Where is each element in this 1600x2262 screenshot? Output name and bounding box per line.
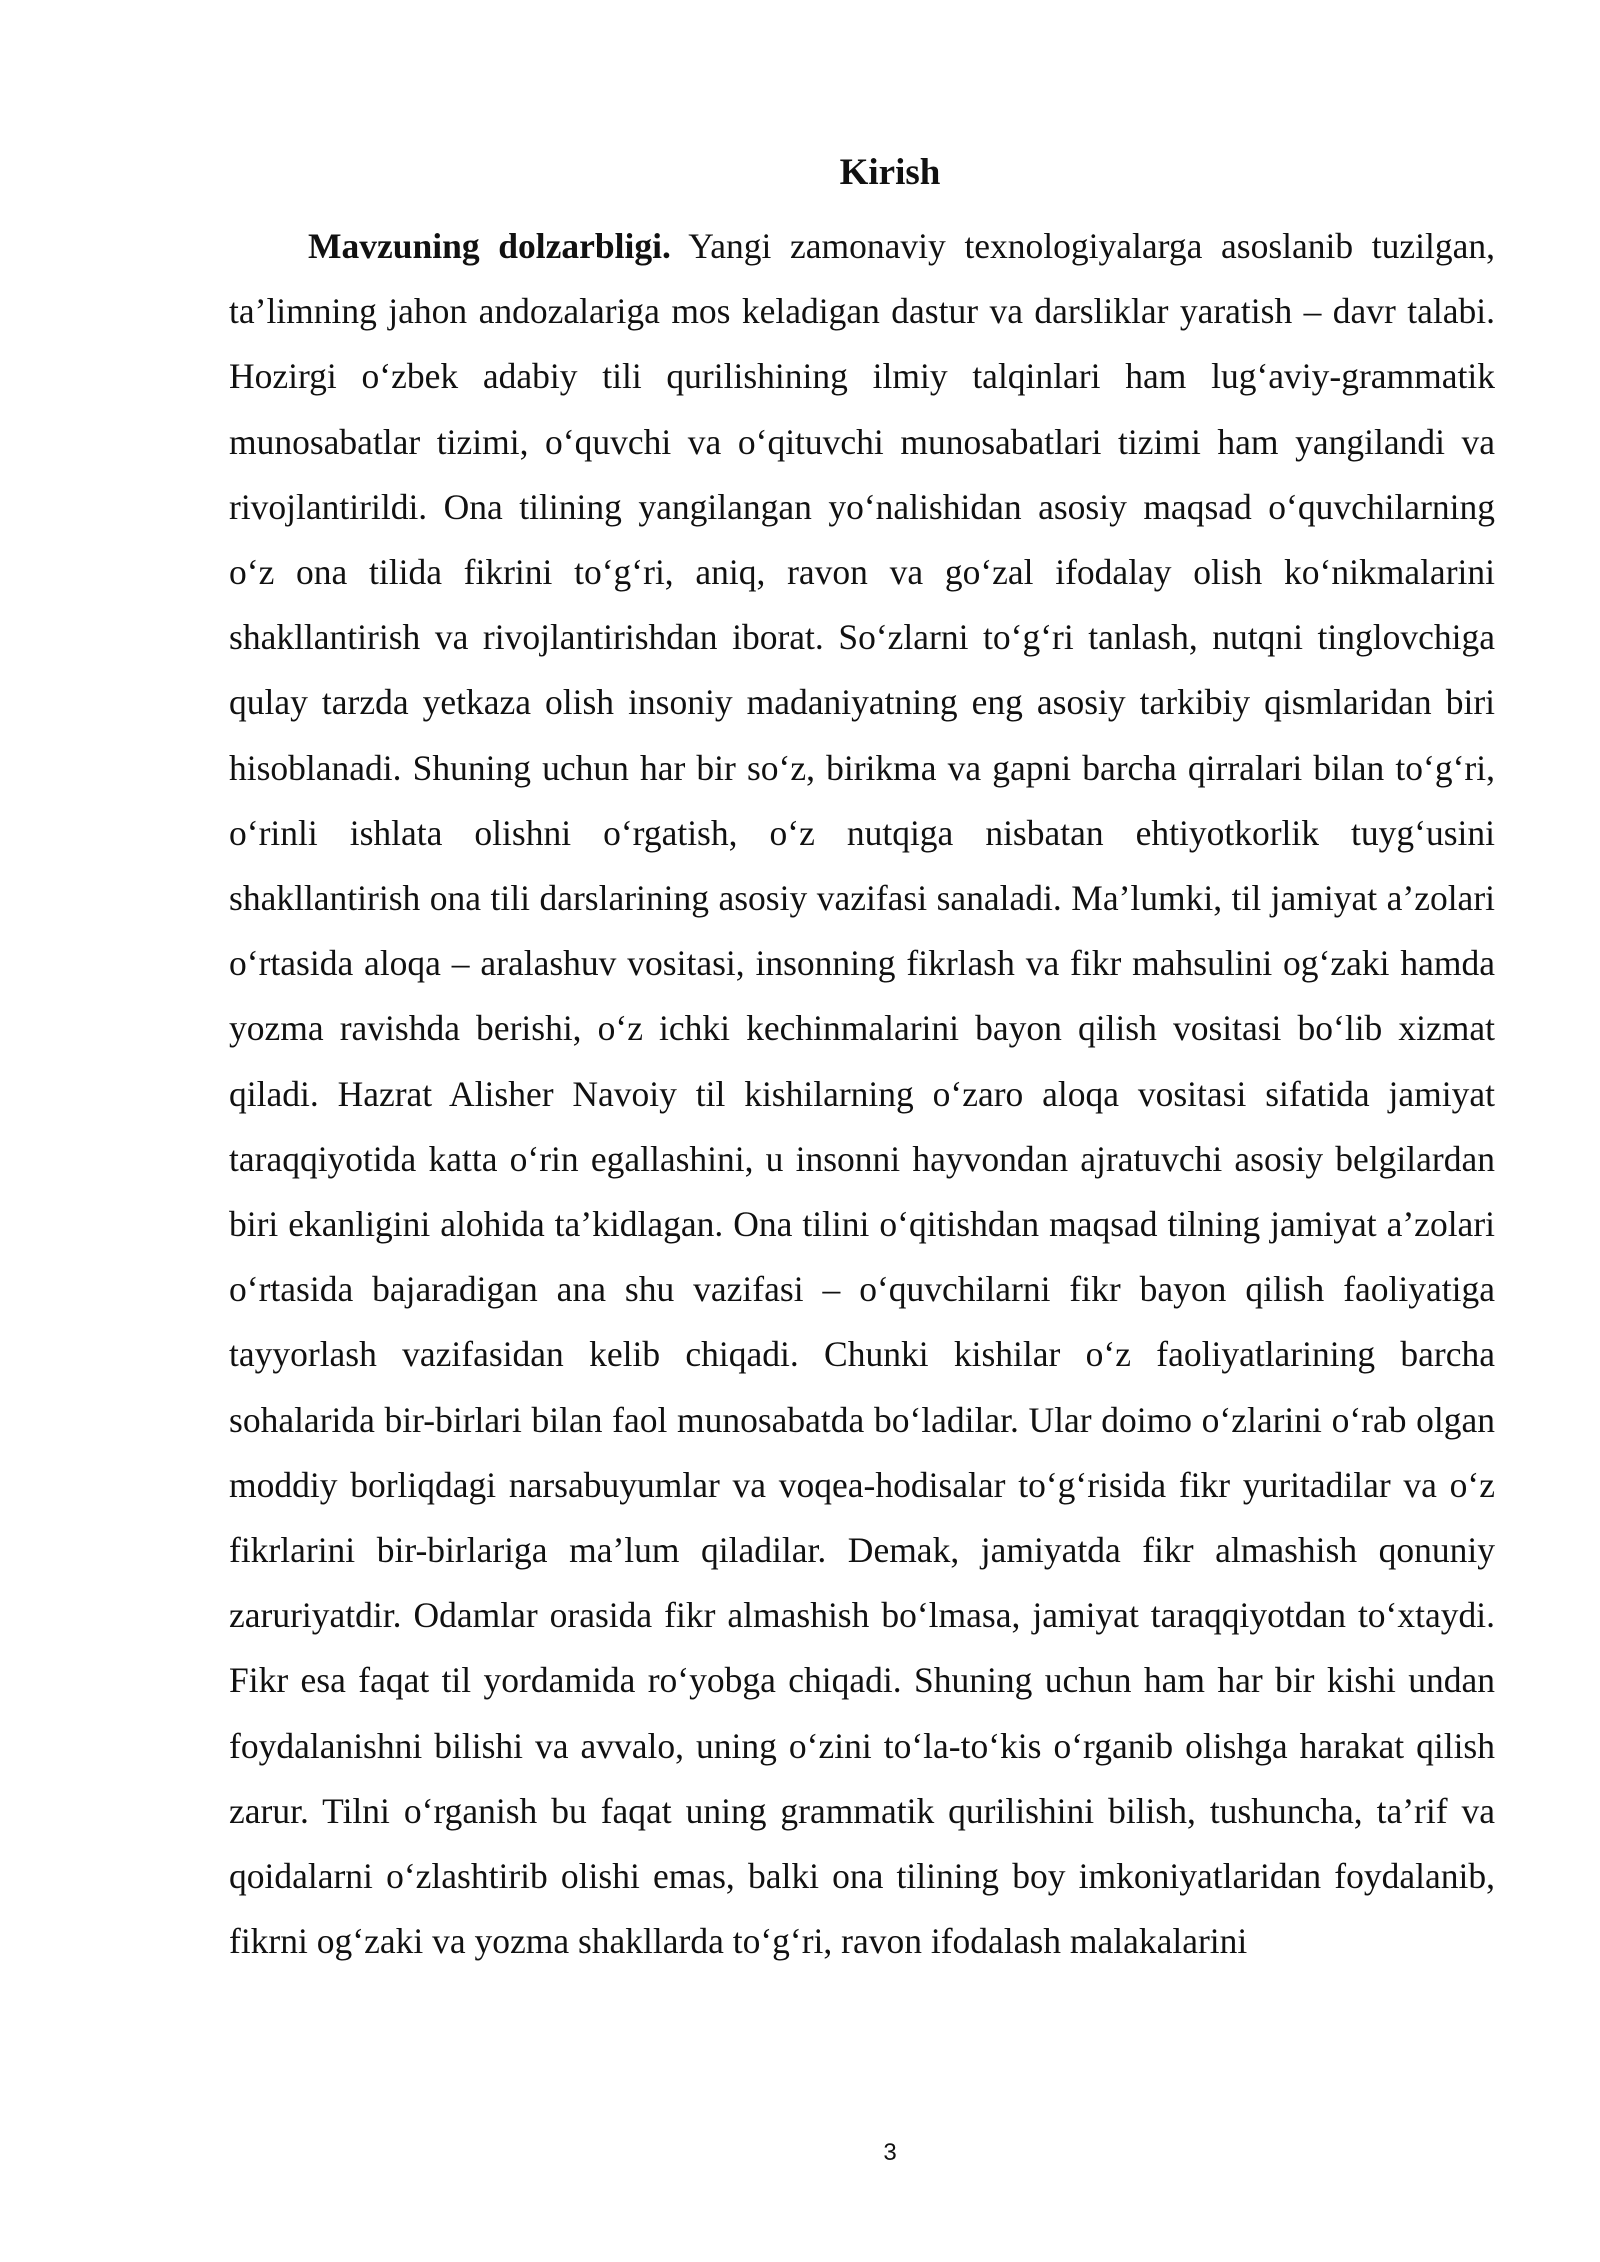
paragraph-lead: Mavzuning dolzarbligi. — [308, 226, 671, 266]
body-paragraph — [229, 214, 1495, 1974]
paragraph-text: Yangi zamonaviy texnologiyalarga asoslanib tuzilgan, ta’limning jahon andozalariga mos keladigan dastur va darsliklar yaratish – davr talabi. Hozirgi o‘zbek adabiy tili qurilishining ilmiy talqinlari ham lug‘aviy-grammatik munosabatlar tizimi, o‘quvchi va o‘qituvchi munosabatlari tizimi ham yangilandi va rivojlantirildi. Ona tilining yangilangan yo‘nalishidan asosiy maqsad o‘quvchilarning o‘z ona tilida fikrini to‘g‘ri, aniq, ravon va go‘zal ifodalay olish ko‘nikmalarini shakllantirish va rivojlantirishdan iborat. So‘zlarni to‘g‘ri tanlash, nutqni tinglovchiga qulay tarzda yetkaza olish insoniy madaniyatning eng asosiy tarkibiy qismlaridan biri hisoblanadi. Shuning uchun har bir so‘z, birikma va gapni barcha qirralari bilan to‘g‘ri, o‘rinli ishlata olishni o‘rgatish, o‘z nutqiga nisbatan ehtiyotkorlik tuyg‘usini shakllantirish ona tili darslarining asosiy vazifasi sanaladi. Ma’lumki, til jamiyat a’zolari o‘rtasida aloqa – aralashuv vositasi, insonning fikrlash va fikr mahsulini og‘zaki hamda yozma ravishda berishi, o‘z ichki kechinmalarini bayon qilish vositasi bo‘lib xizmat qiladi. Hazrat Alisher Navoiy til kishilarning o‘zaro aloqa vositasi sifatida jamiyat taraqqiyotida katta o‘rin egallashini, u insonni hayvondan ajratuvchi asosiy belgilardan biri ekanligini alohida ta’kidlagan. Ona tilini o‘qitishdan maqsad tilning jamiyat a’zolari o‘rtasida bajaradigan ana shu vazifasi – o‘quvchilarni fikr bayon qilish faoliyatiga tayyorlash vazifasidan kelib chiqadi. Chunki kishilar o‘z faoliyatlarining barcha sohalarida bir-birlari bilan faol munosabatda bo‘ladilar. Ular doimo o‘zlarini o‘rab olgan moddiy borliqdagi narsabuyumlar va voqea-hodisalar to‘g‘risida fikr yuritadilar va o‘z fikrlarini bir-birlariga ma’lum qiladilar. Demak, jamiyatda fikr almashish qonuniy zaruriyatdir. Odamlar orasida fikr almashish bo‘lmasa, jamiyat taraqqiyotdan to‘xtaydi. Fikr esa faqat til yordamida ro‘yobga chiqadi. Shuning uchun ham har bir kishi undan foydalanishni bilishi va avvalo, uning o‘zini to‘la-to‘kis o‘rganib olishga harakat qilish zarur. Tilni o‘rganish bu faqat uning grammatik qurilishini bilish, tushuncha, ta’rif va qoidalarni o‘zlashtirib olishi emas, balki ona tilining boy imkoniyatlaridan foydalanib, fikrni og‘zaki va yozma shakllarda to‘g‘ri, ravon ifodalash malakalarini — [229, 226, 1495, 1962]
section-heading: Kirish — [839, 152, 941, 193]
page-number: 3 — [883, 2139, 897, 2166]
